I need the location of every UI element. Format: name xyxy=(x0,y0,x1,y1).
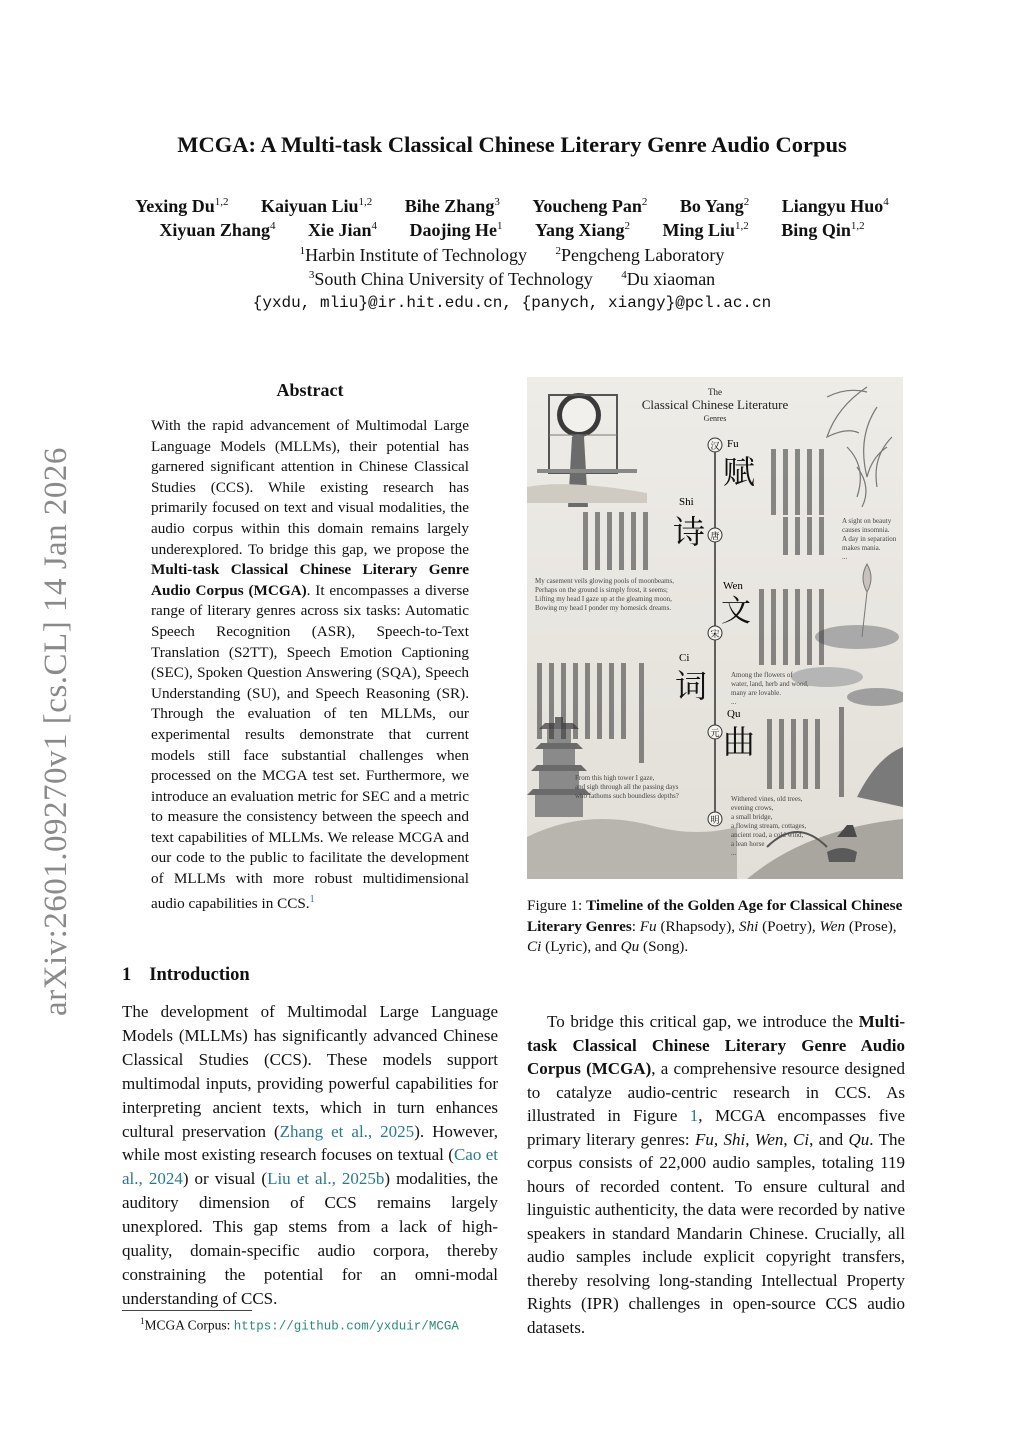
fu-translation-line: A day in separation xyxy=(842,535,897,543)
qu-translation-line: a lean horse xyxy=(731,840,765,848)
citation-link[interactable]: Zhang et al., 2025 xyxy=(279,1121,415,1141)
fu-translation-line: causes insomnia. xyxy=(842,526,890,534)
author: Youcheng Pan$^2$ xyxy=(532,196,648,216)
wen-translation-line: Among the flowers of xyxy=(731,671,793,679)
abstract-heading: Abstract xyxy=(276,380,344,400)
author: Bing Qin$^{1,2}$ xyxy=(781,220,865,240)
author: Xiyuan Zhang$^4$ xyxy=(159,220,276,240)
abstract-body: With the rapid advancement of Multimodal Large Language Models (MLLMs), their potential has garnered significant attention in Chinese Classical Studies (CCS). While existing research has primarily focused on text and visual modalities, the audio corpus within this domain remains largely underexplored. To bridge this gap, we propose the Multi-task Classical Chinese Literary Genre Audio Corpus (MCGA). It encompasses a diverse range of literary genres across six tasks: Automatic Speech Recognition (ASR), Speech-to-Text Translation (S2TT), Speech Emotion Captioning (SEC), Spoken Question Answering (SQA), Speech Understanding (SU), and Speech Reasoning (SR). Through the evaluation of ten MLLMs, our experimental results demonstrate that current models still face substantial challenges when processed on the MCGA test set. Furthermore, we introduce an evaluation metric for SEC and a metric to measure the consistency between the speech and text capabilities of MLLMs. We release MCGA and our code to the public to facilitate the development of MLLMs with more robust multidimensional audio capabilities in CCS.$^1$ xyxy=(151,417,469,912)
genre-ci-en: Ci xyxy=(679,652,690,664)
ci-translation-line: From this high tower I gaze, xyxy=(575,774,655,782)
footnote: $^1$MCGA Corpus: https://github.com/yxduir/MCGA xyxy=(140,1316,459,1334)
svg-text:汉: 汉 xyxy=(710,442,720,452)
genre-ci-zh: 词 xyxy=(675,667,708,705)
author: Yexing Du$^{1,2}$ xyxy=(135,196,229,216)
wen-translation-line: many are lovable. xyxy=(731,689,781,697)
author-row-2 xyxy=(0,220,1024,241)
poster-genres: Genres xyxy=(703,414,727,423)
ci-translation-line: and sigh through all the passing days xyxy=(575,783,679,791)
citation-link[interactable]: Liu et al., 2025b xyxy=(267,1169,385,1189)
author: Xie Jian$^4$ xyxy=(307,220,377,240)
affiliation: $^2$Pengcheng Laboratory xyxy=(555,245,725,265)
qu-translation-line: ancient road, a cold wind, xyxy=(731,831,804,839)
affiliation-row-1 xyxy=(0,245,1024,266)
genre-qu-en: Qu xyxy=(727,708,741,720)
shi-translation-line: Bowing my head I ponder my homesick dreams. xyxy=(535,604,672,612)
shi-translation-line: Lifting my head I gaze up at the gleaming moon, xyxy=(535,595,672,603)
genre-fu-en: Fu xyxy=(727,438,739,450)
affiliation-row-2 xyxy=(0,269,1024,290)
affiliation: $^4$Du xiaoman xyxy=(621,269,716,289)
svg-text:宋: 宋 xyxy=(710,630,720,640)
svg-text:唐: 唐 xyxy=(710,532,720,542)
genre-wen-zh: 文 xyxy=(721,594,751,629)
qu-translation-ellipsis: ... xyxy=(731,849,737,857)
ci-translation-line: who fathoms such boundless depths? xyxy=(575,792,679,800)
author: Kaiyuan Liu$^{1,2}$ xyxy=(260,196,373,216)
intro-paragraph-2: To bridge this critical gap, we introduce the Multi-task Classical Chinese Literary Genre Audio Corpus (MCGA), a comprehensive resource designed to catalyze audio-centric research in CCS. As illustrated in Figure 1, MCGA encompasses five primary literary genres: Fu, Shi, Wen, Ci, and Qu. The corpus consists of 22,000 audio samples, totaling 119 hours of recorded content. To ensure cultural and linguistic authenticity, the data were recorded by native speakers in standard Mandarin Chinese. Crucially, all audio samples include explicit copyright transfers, thereby resolving long-standing Intellectual Property Rights (IPR) challenges in open-source CCS audio datasets. xyxy=(527,1012,905,1337)
arxiv-stamp: arXiv:2601.09270v1 [cs.CL] 14 Jan 2026 xyxy=(38,447,74,1016)
fu-translation-line: A sight on beauty xyxy=(842,517,892,525)
author: Bo Yang$^2$ xyxy=(679,196,750,216)
intro-paragraph: The development of Multimodal Large Language Models (MLLMs) has significantly advanced Chinese Classical Studies (CCS). These models support multimodal inputs, providing powerful capabilities for interpreting ancient texts, which in turn enhances cultural preservation (Zhang et al., 2025). However, while most existing research focuses on textual (Cao et al., 2024) or visual (Liu et al., 2025b) modalities, the auditory dimension of CCS remains largely unexplored. This gap stems from a lack of high-quality, domain-specific audio corpora, thereby constraining the potential for an omni-modal understanding of CCS. xyxy=(122,1002,499,1308)
svg-text:元: 元 xyxy=(710,729,720,739)
figure-ref-link[interactable]: 1 xyxy=(689,1106,699,1125)
wen-translation-ellipsis: ... xyxy=(731,698,737,706)
author-row-1 xyxy=(0,196,1024,217)
section-heading: 1 Introduction xyxy=(122,965,250,985)
shi-translation-line: Perhaps on the ground is simply frost, it seems; xyxy=(535,586,668,594)
genre-wen-en: Wen xyxy=(723,580,743,592)
footnote-url-link[interactable]: https://github.com/yxduir/MCGA xyxy=(233,1319,459,1334)
genre-fu-zh: 赋 xyxy=(723,453,756,491)
author: Liangyu Huo$^4$ xyxy=(781,196,889,216)
qu-translation-line: a small bridge, xyxy=(731,813,773,821)
dynasty-seal-song xyxy=(708,626,722,640)
fu-translation-line: makes mania. xyxy=(842,544,881,552)
wen-translation-line: water, land, herb and wood, xyxy=(731,680,809,688)
qu-translation-line: evening crows, xyxy=(731,804,774,812)
affiliation: $^3$South China University of Technology xyxy=(308,269,593,289)
fu-translation-ellipsis: ... xyxy=(842,553,848,561)
dynasty-seal-tang xyxy=(708,528,722,542)
genre-shi-en: Shi xyxy=(679,496,694,508)
qu-translation-line: Withered vines, old trees, xyxy=(731,795,803,803)
genre-qu-zh: 曲 xyxy=(723,723,756,761)
paper-title: MCGA: A Multi-task Classical Chinese Literary Genre Audio Corpus xyxy=(177,132,847,157)
footnote-mark[interactable]: 1 xyxy=(309,893,315,905)
citation-link[interactable]: Cao et al., 2024 xyxy=(122,1145,499,1189)
qu-translation-line: a flowing stream, cottages, xyxy=(731,822,807,830)
shi-translation-line: My casement veils glowing pools of moonbeams, xyxy=(535,577,675,585)
poster-the: The xyxy=(708,387,722,397)
author: Yang Xiang$^2$ xyxy=(534,220,631,240)
svg-text:明: 明 xyxy=(710,816,720,826)
author-emails: {yxdu, mliu}@ir.hit.edu.cn, {panych, xiangy}@pcl.ac.cn xyxy=(252,294,772,312)
poster-title: Classical Chinese Literature xyxy=(641,397,789,412)
dynasty-seal-yuan xyxy=(708,725,722,739)
author: Ming Liu$^{1,2}$ xyxy=(662,220,749,240)
affiliation: $^1$Harbin Institute of Technology xyxy=(299,245,527,265)
genre-shi-zh: 诗 xyxy=(673,513,706,551)
dynasty-seal-ming xyxy=(708,812,722,826)
dynasty-seal-han xyxy=(708,438,722,452)
footnote-rule xyxy=(122,1310,252,1311)
author: Daojing He$^1$ xyxy=(409,220,503,240)
figure-caption: Figure 1: Timeline of the Golden Age for Classical Chinese Literary Genres: Fu (Rhapsody), Shi (Poetry), Wen (Prose), Ci (Lyric), and Qu (Song). xyxy=(527,897,903,955)
figure-1-poster xyxy=(527,377,903,879)
author: Bihe Zhang$^3$ xyxy=(404,196,500,216)
